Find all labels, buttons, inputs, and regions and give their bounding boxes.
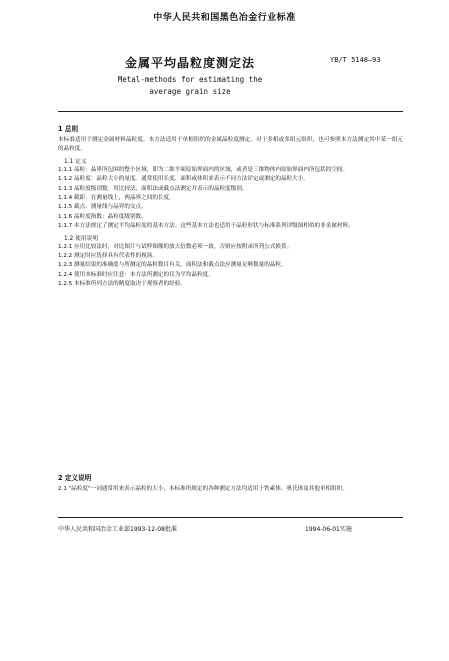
section-heading: 1 总则: [58, 125, 79, 133]
paragraph: 本标准适用于测定金属材料晶粒度。本方法适用于单相组织的金属晶粒度测定，对于多相或多组元组织，也可参照本方法测定其中某一组元的晶粒度。: [58, 137, 403, 153]
paragraph: 1.2.2 测定时应选择具有代表性的视场。: [58, 253, 158, 260]
paragraph: 1.1.5 截点：测量线与晶界的交点。: [58, 204, 147, 211]
subsection-heading: 1.2 使用说明: [64, 235, 99, 242]
document-body: [58, 121, 403, 290]
document-title-chinese: 金属平均晶粒度测定法: [124, 56, 255, 70]
paragraph: 1.2.3 测量结果的准确度与所测定的晶粒数目有关，面积法和截点法应测量足够数量的晶粒。: [58, 262, 287, 269]
approval-note: 中华人民共和国冶金工业部1993-12-08批准: [58, 526, 177, 533]
paragraph: 1.1.4 截距：在测量线上，两晶界之间的长度。: [58, 195, 175, 202]
paragraph: 1.1.2 晶粒度：晶粒大小的量度。通常使用长度、面积或体积来表示不同方法评定或测定的晶粒大小。: [58, 176, 309, 183]
paragraph: 1.1.6 晶粒度指数：晶粒度级别数。: [58, 213, 147, 220]
document-title-english: [90, 74, 290, 98]
paragraph: 1.1.7 本方法规定了测定平均晶粒度的基本方法。这些基本方法也适用于晶粒形状与标准系列评级图相似的非金属材料。: [58, 223, 354, 230]
title-english-line-2: average grain size: [149, 87, 231, 96]
standard-code: YB/T 5148—93: [330, 56, 381, 64]
paragraph: 2.1 "晶粒度"一词通常用来表示晶粒的大小，本标准所规定的各种测定方法均适用于铁素体、奥氏体及其他单相组织。: [58, 486, 348, 492]
standard-organization: 中华人民共和国黑色冶金行业标准: [153, 13, 296, 23]
section-heading: 2 定义说明: [58, 474, 92, 482]
footer-divider: [58, 517, 403, 518]
header-divider: [58, 111, 403, 112]
paragraph: 1.2.4 使用本标准时应注意：本方法所测定的仅为平均晶粒度。: [58, 271, 214, 278]
subsection-heading: 1.1 定义: [64, 158, 87, 165]
paragraph: 1.1.3 晶粒度级别数：用比较法、面积法或截点法测定并表示的晶粒度级别。: [58, 185, 248, 192]
title-english-line-1: Metal-methods for estimating the: [117, 75, 263, 84]
paragraph: 1.2.5 本标准所列方法的精度取决于观察者的经验。: [58, 281, 186, 288]
document-body-section-2: [58, 470, 403, 494]
paragraph: 1.2.1 应用比较法时，对比图片与试样图像的放大倍数必须一致，否则应按附录所列公式换算。: [58, 243, 293, 250]
paragraph: 1.1.1 晶粒：晶界所包围的整个区域，即为二维平面原始界面内的区域，或者是三维物体内原始界面内所包括的空间。: [58, 166, 349, 173]
implementation-date: 1994-06-01实施: [305, 526, 352, 533]
